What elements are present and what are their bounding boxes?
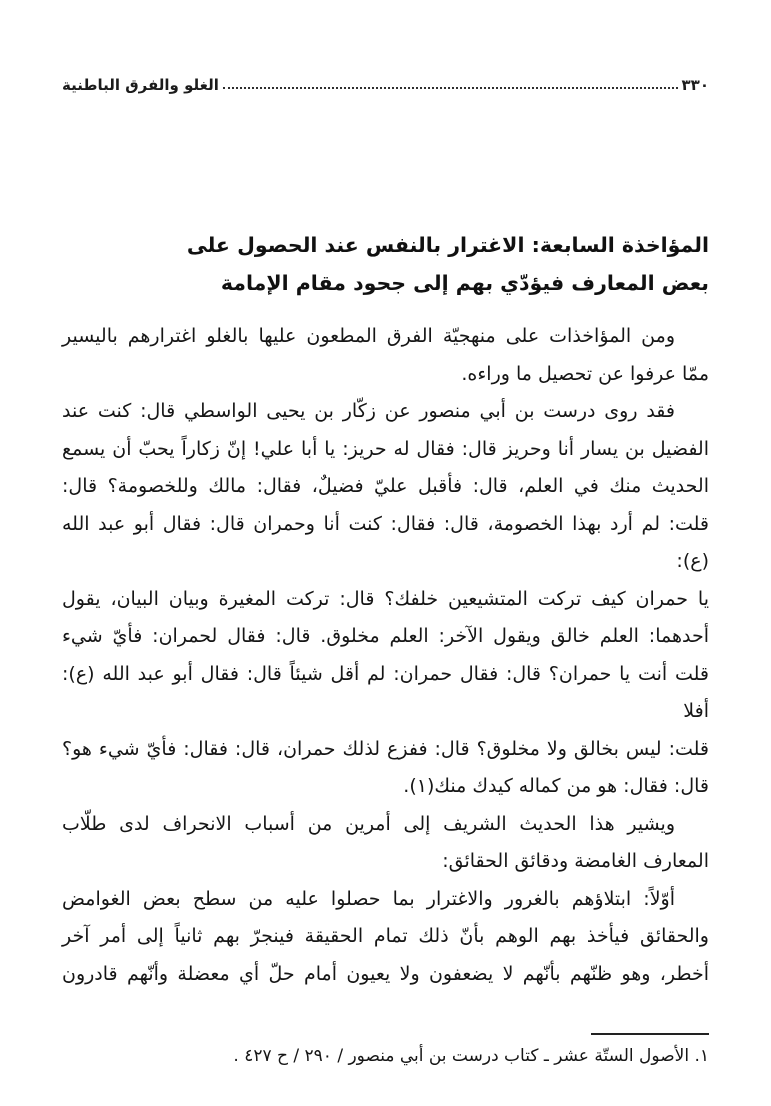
running-title: الغلو والفرق الباطنية: [62, 76, 219, 94]
text-line: الحديث منك في العلم، قال: فأقبل عليّ فضيلٌ، فقال: مالك وللخصومة؟ قال:: [62, 475, 709, 497]
text-line: قلت: لم أرد بهذا الخصومة، قال: فقال: كنت أنا وحمران قال: فقال أبو عبد الله (ع):: [62, 512, 709, 572]
text-line: قلت أنت يا حمران؟ قال: فقال حمران: لم أقل شيئاً قال: فقال أبو عبد الله (ع): أفلا: [62, 662, 709, 722]
text-line: والحقائق فيأخذ بهم الوهم بأنّ ذلك تمام الحقيقة فينجرّ بهم ثانياً إلى أمر آخر: [62, 925, 709, 947]
footnote-area: [62, 1033, 709, 1069]
paragraph: [62, 881, 709, 994]
text-line: ويشير هذا الحديث الشريف إلى أمرين من أسباب الانحراف لدى طلّاب: [62, 812, 675, 835]
paragraph: [62, 806, 709, 881]
text-line: ومن المؤاخذات على منهجيّة الفرق المطعون عليها بالغلو اغترارهم باليسير: [62, 325, 675, 347]
section-heading-line-1: المؤاخذة السابعة: الاغترار بالنفس عند الحصول على: [186, 233, 709, 257]
text-line: فقد روى درست بن أبي منصور عن زكّار بن يحيى الواسطي قال: كنت عند: [62, 400, 675, 422]
paragraph: [62, 318, 709, 393]
text-line: قال: فقال: هو من كماله كيدك منك(١).: [403, 775, 709, 797]
page-header: [62, 76, 709, 94]
text-line: الفضيل بن يسار أنا وحريز قال: فقال له حريز: يا أبا علي! إنّ زكاراً يحبّ أن يسمع: [62, 437, 709, 460]
body-text: [62, 318, 709, 993]
footnote-separator: [591, 1033, 709, 1035]
text-line: أحدهما: العلم خالق ويقول الآخر: العلم مخلوق. قال: فقال لحمران: فأيّ شيء: [62, 625, 709, 647]
page-number: ٣٣٠: [681, 76, 709, 94]
text-line: أخطر، وهو ظنّهم بأنّهم لا يضعفون ولا يعيون أمام حلّ أي معضلة وأنّهم قادرون: [62, 962, 709, 985]
text-line: المعارف الغامضة ودقائق الحقائق:: [442, 850, 709, 872]
section-heading: [62, 226, 709, 302]
dot-leader: [223, 87, 678, 89]
text-line: أوّلاً: ابتلاؤهم بالغرور والاغترار بما حصلوا عليه من سطح بعض الغوامض: [62, 887, 675, 910]
section-heading-line-2: بعض المعارف فيؤدّي بهم إلى جحود مقام الإمامة: [220, 271, 709, 295]
text-line: ممّا عرفوا عن تحصيل ما وراءه.: [461, 362, 709, 385]
footnote: ١. الأصول الستّة عشر ـ كتاب درست بن أبي منصور / ٢٩٠ / ح ٤٢٧ .: [233, 1046, 709, 1066]
text-line: يا حمران كيف تركت المتشيعين خلفك؟ قال: تركت المغيرة وبيان البيان، يقول: [62, 587, 709, 610]
text-line: قلت: ليس بخالق ولا مخلوق؟ قال: ففزع لذلك حمران، قال: فقال: فأيّ شيء هو؟: [62, 737, 709, 760]
paragraph: [62, 393, 709, 806]
